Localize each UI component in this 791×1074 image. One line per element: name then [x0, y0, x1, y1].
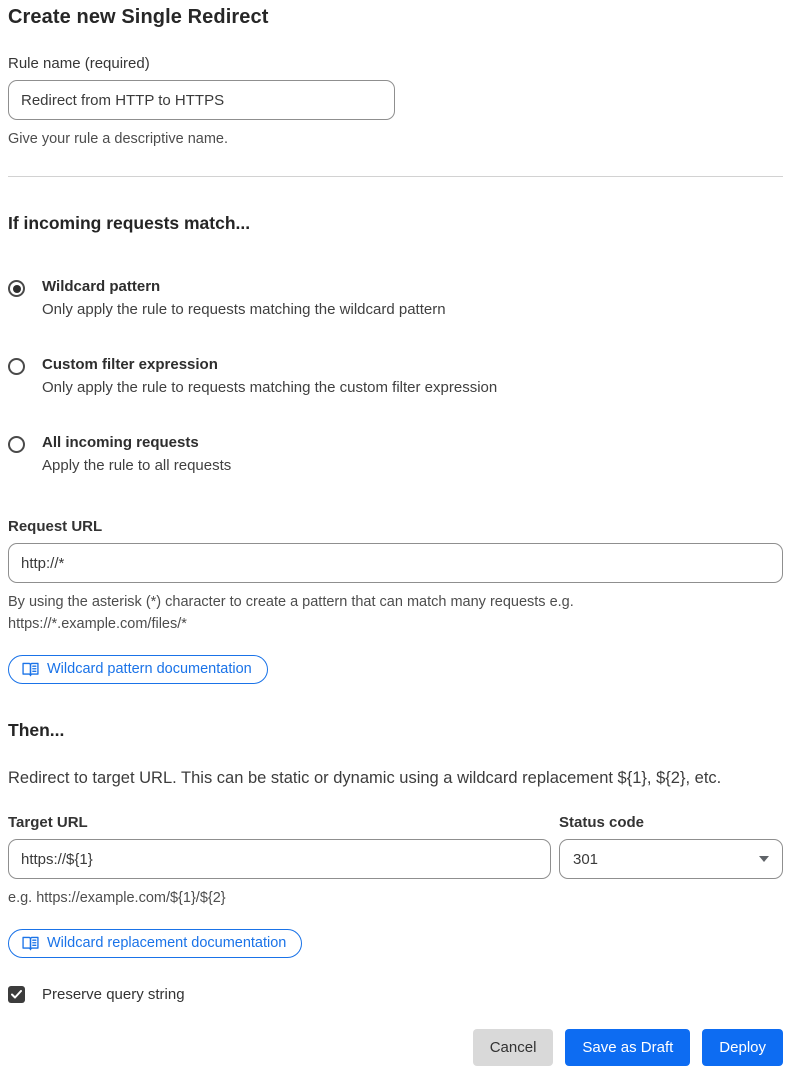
request-url-input[interactable] [8, 543, 783, 583]
form-actions [8, 1029, 783, 1066]
radio-icon[interactable] [8, 280, 25, 297]
checkbox-checked-icon[interactable] [8, 986, 25, 1003]
preserve-query-string-label: Preserve query string [42, 986, 185, 1003]
radio-icon[interactable] [8, 436, 25, 453]
section-divider [8, 176, 783, 177]
save-as-draft-button[interactable]: Save as Draft [565, 1029, 690, 1066]
radio-icon[interactable] [8, 358, 25, 375]
book-open-icon [22, 936, 39, 951]
status-code-label: Status code [559, 814, 645, 831]
radio-option-all-incoming-requests[interactable] [8, 434, 783, 474]
wildcard-replacement-documentation-button[interactable] [8, 929, 302, 958]
then-section-heading: Then... [8, 720, 65, 740]
deploy-button[interactable]: Deploy [702, 1029, 783, 1066]
radio-option-wildcard-pattern[interactable] [8, 278, 783, 318]
request-url-help-line1: By using the asterisk (*) character to create a pattern that can match many requests e.g. [8, 594, 574, 610]
request-url-label: Request URL [8, 518, 103, 535]
radio-label: All incoming requests [42, 434, 199, 451]
status-code-select[interactable] [559, 839, 783, 879]
doc-button-label: Wildcard replacement documentation [47, 935, 287, 951]
radio-option-custom-filter-expression[interactable] [8, 356, 783, 396]
target-url-help: e.g. https://example.com/${1}/${2} [8, 890, 226, 906]
page-title: Create new Single Redirect [8, 6, 269, 28]
rule-name-input[interactable] [8, 80, 395, 120]
doc-button-label: Wildcard pattern documentation [47, 661, 252, 677]
cancel-button[interactable]: Cancel [473, 1029, 554, 1066]
target-url-row [8, 814, 783, 909]
rule-name-help: Give your rule a descriptive name. [8, 131, 229, 147]
radio-label: Wildcard pattern [42, 278, 161, 295]
radio-description: Apply the rule to all requests [42, 457, 232, 474]
target-url-label: Target URL [8, 814, 88, 831]
radio-description: Only apply the rule to requests matching the custom filter expression [42, 379, 498, 396]
match-section-heading: If incoming requests match... [8, 213, 251, 233]
request-url-help-line2: https://*.example.com/files/* [8, 616, 187, 632]
status-code-selected-value: 301 [573, 850, 599, 868]
chevron-down-icon [759, 856, 769, 862]
wildcard-pattern-documentation-button[interactable] [8, 655, 268, 684]
target-url-input[interactable] [8, 839, 551, 879]
then-section-description: Redirect to target URL. This can be static or dynamic using a wildcard replacement ${1}, ${2}, etc. [8, 769, 722, 787]
book-open-icon [22, 662, 39, 677]
preserve-query-string-row[interactable] [8, 986, 783, 1003]
request-url-help [8, 591, 783, 635]
rule-name-label: Rule name (required) [8, 55, 150, 72]
radio-label: Custom filter expression [42, 356, 218, 373]
radio-description: Only apply the rule to requests matching the wildcard pattern [42, 301, 446, 318]
